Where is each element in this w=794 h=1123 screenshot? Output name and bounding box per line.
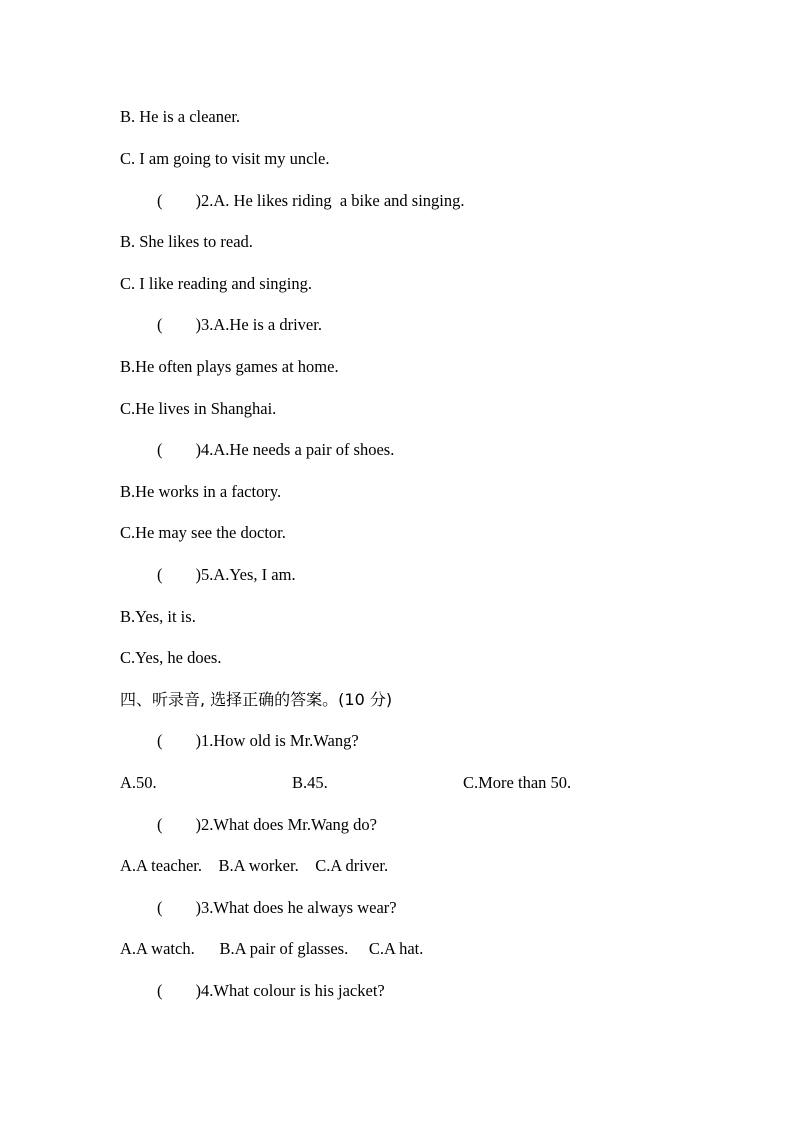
answer-option-b: B.45.	[292, 773, 328, 792]
question-line: ( )2.A. He likes riding a bike and singing.	[157, 191, 465, 210]
answer-option-line: C.Yes, he does.	[120, 648, 222, 667]
question-line: ( )4.What colour is his jacket?	[157, 981, 385, 1000]
answer-option-c: C.More than 50.	[463, 773, 572, 792]
answer-option-line: C. I like reading and singing.	[120, 274, 313, 293]
answer-option-line: B.He works in a factory.	[120, 482, 282, 501]
answer-option-line: C.He lives in Shanghai.	[120, 399, 277, 418]
answer-options-row: A.A watch. B.A pair of glasses. C.A hat.	[120, 939, 424, 958]
question-line: ( )1.How old is Mr.Wang?	[157, 731, 359, 750]
answer-option-line: B.Yes, it is.	[120, 607, 196, 626]
answer-option-line: B.He often plays games at home.	[120, 357, 339, 376]
answer-options-row: A.A teacher. B.A worker. C.A driver.	[120, 856, 389, 875]
section-heading: 四、听录音, 选择正确的答案。(10 分)	[120, 690, 393, 709]
answer-options-row	[120, 772, 680, 794]
question-line: ( )2.What does Mr.Wang do?	[157, 815, 377, 834]
answer-option-line: B. He is a cleaner.	[120, 107, 241, 126]
answer-option-line: B. She likes to read.	[120, 232, 253, 251]
question-line: ( )3.A.He is a driver.	[157, 315, 322, 334]
question-line: ( )4.A.He needs a pair of shoes.	[157, 440, 395, 459]
answer-option-line: C.He may see the doctor.	[120, 523, 286, 542]
answer-option-line: C. I am going to visit my uncle.	[120, 149, 330, 168]
question-line: ( )5.A.Yes, I am.	[157, 565, 296, 584]
answer-option-a: A.50.	[120, 773, 157, 792]
question-line: ( )3.What does he always wear?	[157, 898, 397, 917]
